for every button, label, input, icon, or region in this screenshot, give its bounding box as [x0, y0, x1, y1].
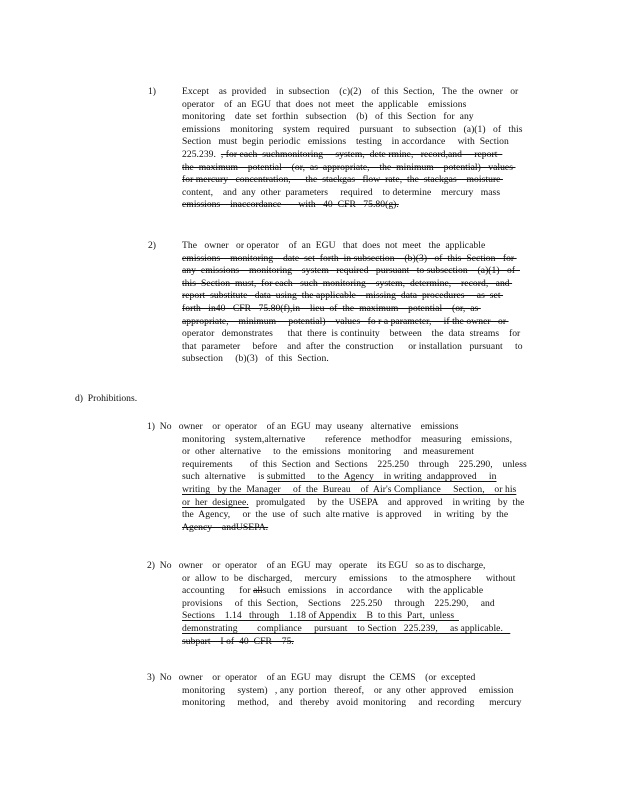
text-segment: the Agency, or the use of such alte rnative is approved in writing by the — [182, 509, 509, 521]
text-segment: 225.239. — [182, 149, 221, 160]
item1-line — [182, 99, 542, 111]
item1-line — [182, 136, 542, 148]
text-segment: Section must begin periodic emissions testing in accordance with Section — [182, 136, 509, 148]
item1-line — [182, 111, 542, 123]
p3-line — [182, 685, 542, 697]
text-segment: forth in40 CFR 75.80(f),in lieu of the maximum potential (or, as — [182, 303, 481, 314]
p1-line — [182, 446, 542, 458]
text-segment: or other alternative to the emissions monitoring and measurement — [182, 446, 474, 458]
item1-number: 1) — [148, 86, 156, 97]
text-segment: , for each suchmonitoring system, dete rmine, record,and report — [220, 149, 503, 160]
text-segment: that parameter before and after the construction or installation pursuant to — [182, 340, 523, 352]
text-segment: emissions inaccordance with 40 CFR 75.80(g). — [182, 199, 399, 211]
text-segment: report substitute data using the applicable missing data procedures as set — [182, 290, 504, 302]
item2-line — [182, 278, 542, 290]
text-segment: content, and any other parameters required to determine mercury mass — [182, 186, 501, 198]
p1-line — [182, 522, 542, 534]
text-segment: accounting for — [182, 585, 254, 597]
text-segment: all — [253, 585, 263, 597]
text-segment: subsection (b)(3) of this Section. — [182, 353, 329, 365]
text-segment: any emissions monitoring system required pursuant to subsection (a)(1) of — [182, 265, 520, 277]
item2-line — [182, 290, 542, 302]
section-heading-prohibitions: d) Prohibitions. — [75, 393, 138, 404]
text-segment: provisions of this Section, Sections 225.250 through 225.290, and — [182, 597, 495, 609]
text-segment: monitoring system,alternative reference methodfor measuring emissions, — [182, 433, 513, 445]
item2-line — [182, 316, 542, 328]
item2-line — [182, 240, 542, 252]
text-segment: appropriate, minimum potential) values fo r a parameter, if the owner or — [182, 315, 509, 327]
text-segment: writing by the Manager of the Bureau of Air's Compliance Section, or his — [182, 484, 517, 495]
text-segment: monitoring method, and thereby avoid monitoring and recording mercury — [182, 697, 522, 709]
p2-first-line: 2) No owner or operator of an EGU may operate its EGU so as to discharge, — [147, 560, 486, 571]
text-segment: promulgated by the USEPA and approved in writing by the — [248, 496, 525, 508]
text-segment: Sections 1.14 through 1.18 of Appendix B to this Part, unless — [182, 610, 459, 622]
text-segment: demonstrating compliance pursuant to Section 225.239, as applicable. — [182, 623, 511, 634]
text-segment: the maximum potential (or, as appropriate, the minimum potential) values — [182, 161, 516, 173]
text-segment: The owner or operator of an EGU that does not meet the applicable — [182, 240, 486, 251]
text-segment: monitoring date set forthin subsection (b) of this Section for any — [182, 111, 474, 123]
p3-line — [182, 697, 542, 709]
p3-first-line: 3) No owner or operator of an EGU may disrupt the CEMS (or excepted — [147, 672, 476, 683]
p2-line — [182, 598, 542, 610]
item1-line — [182, 174, 542, 186]
text-segment: this Section must, for each such monitoring system, determine, record, and — [182, 277, 513, 289]
item1-line — [182, 187, 542, 199]
item1-line — [182, 199, 542, 211]
p1-first-line: 1) No owner or operator of an EGU may useany alternative emissions — [147, 421, 459, 432]
p2-line — [182, 636, 542, 648]
item2-line — [182, 328, 542, 340]
text-segment: operator demonstrates that there is continuity between the data streams for — [182, 328, 521, 340]
text-segment: or her designee. — [182, 496, 249, 508]
item1-line — [182, 86, 542, 98]
text-segment: for mercury concentration, the stackgas flow rate, the stackgas moisture — [182, 174, 503, 186]
text-segment: monitoring system) , any portion thereof, or any other approved emission — [182, 684, 514, 696]
p1-line — [182, 497, 542, 509]
p1-line — [182, 471, 542, 483]
p1-line — [182, 484, 542, 496]
p2-line — [182, 623, 542, 635]
item1-line — [182, 162, 542, 174]
p1-line — [182, 459, 542, 471]
text-segment: such alternative is — [182, 471, 267, 483]
p1-line — [182, 509, 542, 521]
text-segment: subpart I of 40 CFR 75. — [182, 635, 294, 647]
item2-line — [182, 253, 542, 265]
text-segment: requirements of this Section and Sections 225.250 through 225.290, unless — [182, 458, 527, 470]
p2-line — [182, 585, 542, 597]
item2-line — [182, 303, 542, 315]
item2-line — [182, 341, 542, 353]
text-segment: Agency andUSEPA. — [182, 521, 269, 533]
text-segment: operator of an EGU that does not meet the applicable emissions — [182, 98, 467, 110]
item2-number: 2) — [148, 240, 156, 251]
text-segment: submitted to the Agency in writing andapproved in — [266, 471, 497, 483]
text-segment: emissions monitoring date set forth in subsection (b)(3) of this Section for — [182, 252, 517, 264]
p2-line — [182, 610, 542, 622]
item2-line — [182, 265, 542, 277]
item2-line — [182, 353, 542, 365]
p1-line — [182, 434, 542, 446]
text-segment: such emissions in accordance with the applicable — [262, 585, 484, 597]
p2-line — [182, 573, 542, 585]
text-segment: or allow to be discharged, mercury emissions to the atmosphere without — [182, 572, 516, 584]
item1-line — [182, 149, 542, 161]
item1-line — [182, 124, 542, 136]
text-segment: emissions monitoring system required pursuant to subsection (a)(1) of this — [182, 123, 523, 135]
text-segment: Except as provided in subsection (c)(2) of this Section, The the owner or — [182, 86, 519, 97]
